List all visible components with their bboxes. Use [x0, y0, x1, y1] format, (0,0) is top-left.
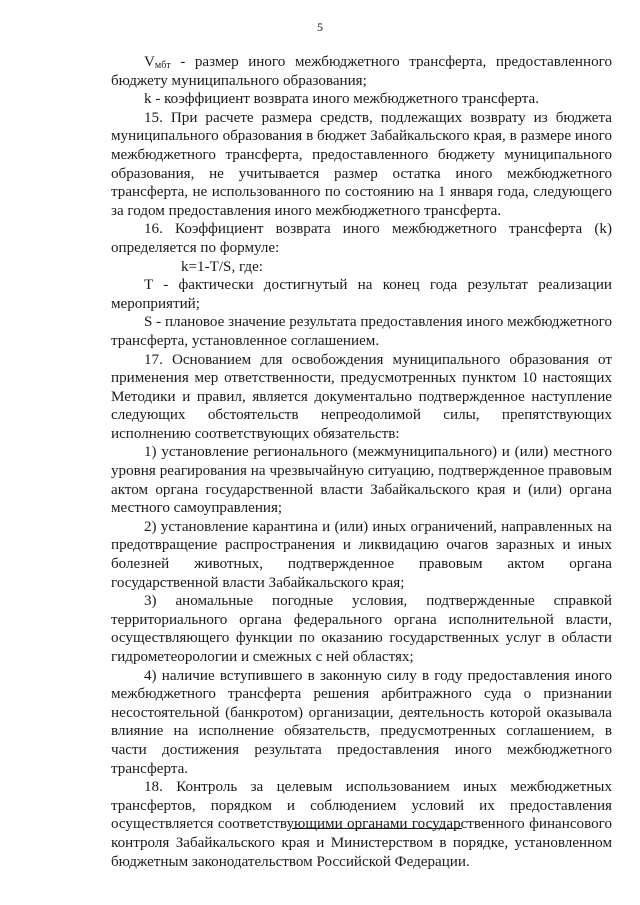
return-coefficient-formula: k=1-T/S, где: [181, 258, 263, 275]
vmbt-symbol: V [144, 54, 155, 70]
vmbt-definition [111, 53, 612, 90]
s-definition: S - плановое значение результата предоставления иного межбюджетного трансферта, установленное соглашением. [111, 314, 612, 349]
end-separator-line [292, 828, 462, 829]
vmbt-definition-text: - размер иного межбюджетного трансферта, предоставленного бюджету муниципального образования; [111, 54, 612, 89]
paragraph-17: 17. Основанием для освобождения муниципального образования от применения мер ответственности, предусмотренных пунктом 10 настоящих Методики и правил, является документально подтвержденное наступление следующих обстоятельств непреодолимой силы, препятствующих исполнению соответствующих обязательств: [111, 351, 612, 442]
paragraph-17-item-3: 3) аномальные погодные условия, подтвержденные справкой территориального органа федерального органа исполнительной власти, осуществляющего функции по оказанию государственных услуг в области гидрометеорологии и смежных с ней областях; [111, 593, 612, 665]
paragraph-18: 18. Контроль за целевым использованием иных межбюджетных трансфертов, порядком и соблюдением условий их предоставления осуществляется соответствующими органами государственного финансового контроля Забайкальского края и Министерством в порядке, установленном бюджетным законодательством Российской Федерации. [111, 779, 612, 870]
paragraph-17-item-2: 2) установление карантина и (или) иных ограничений, направленных на предотвращение распространения и ликвидацию очагов заразных и иных болезней животных, подтвержденное правовым актом органа государственной власти Забайкальского края; [111, 518, 612, 591]
page-number: 5 [317, 20, 323, 34]
k-definition: k - коэффициент возврата иного межбюджетного трансферта. [144, 91, 539, 108]
paragraph-17-item-1: 1) установление регионального (межмуниципального) и (или) местного уровня реагирования на чрезвычайную ситуацию, подтвержденное правовым актом органа государственной власти Забайкальского края и (или) органа местного самоуправления; [111, 444, 612, 517]
t-definition: T - фактически достигнутый на конец года результат реализации мероприятий; [111, 277, 612, 312]
paragraph-17-item-4: 4) наличие вступившего в законную силу в году предоставления иного межбюджетного трансферта решения арбитражного суда о признании несостоятельной (банкротом) организации, деятельность которой оказывала влияние на исполнение обязательств, предусмотренных соглашением, в части достижения результата предоставления иного межбюджетного трансферта. [111, 667, 612, 777]
paragraph-16: 16. Коэффициент возврата иного межбюджетного трансферта (k) определяется по формуле: [111, 221, 612, 256]
paragraph-15: 15. При расчете размера средств, подлежащих возврату из бюджета муниципального образования в бюджет Забайкальского края, в размере иного межбюджетного трансферта, предоставленного бюджету муниципального образования, не учитывается размер остатка иного межбюджетного трансферта, не использованного по состоянию на 1 января года, следующего за годом предоставления иного межбюджетного трансферта. [111, 109, 612, 219]
vmbt-subscript: мбт [154, 60, 171, 71]
document-body [111, 53, 612, 871]
